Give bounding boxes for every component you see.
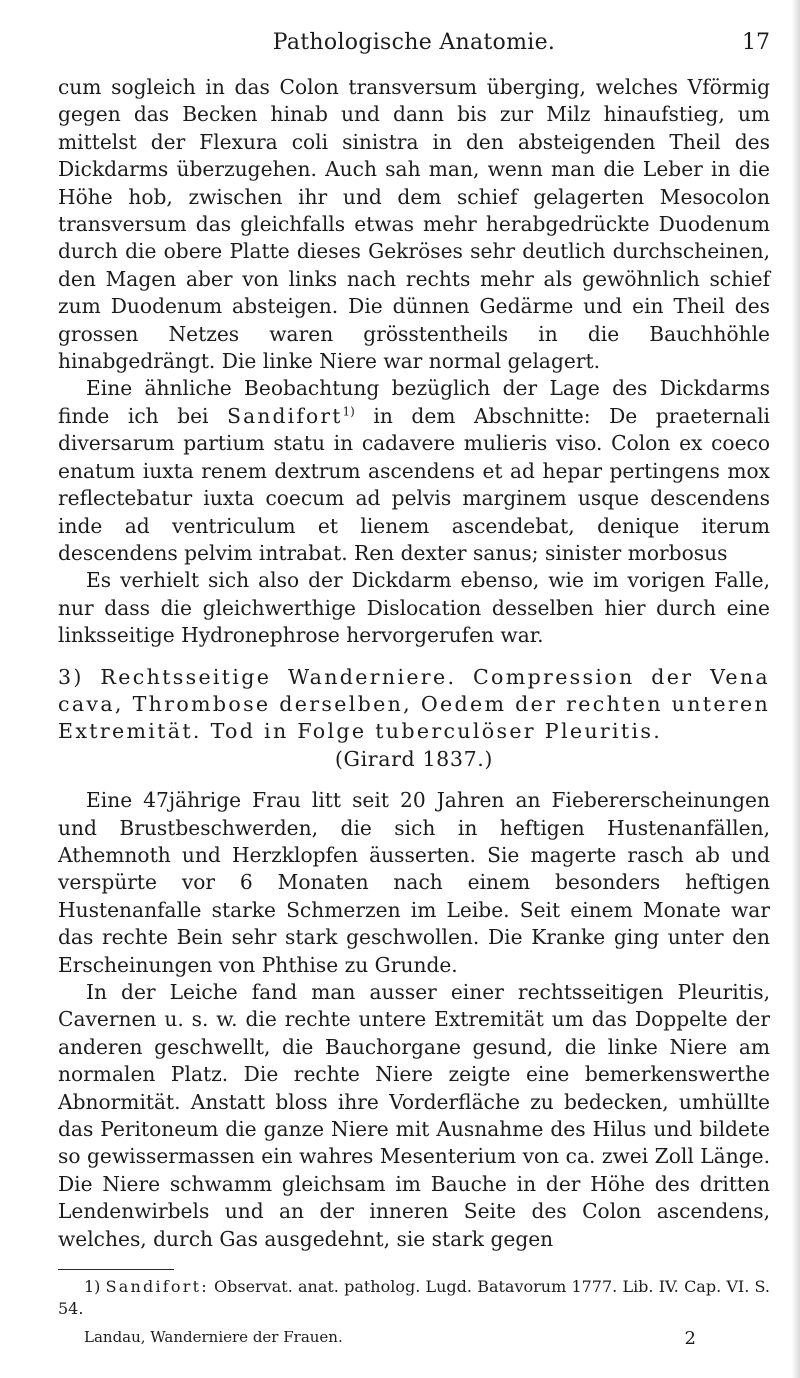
page-header <box>58 30 770 74</box>
footnote-rule <box>58 1269 174 1270</box>
footnote-mark: 1) <box>84 1277 101 1297</box>
paragraph-2 <box>58 375 770 567</box>
footnote-author: Sandifort: <box>105 1277 209 1297</box>
footnote-text: Observat. anat. patholog. Lugd. Batavorum 1777. Lib. IV. Cap. VI. S. 54. <box>58 1277 771 1319</box>
signature-title: Landau, Wanderniere der Frauen. <box>84 1328 343 1347</box>
book-page <box>58 30 770 1348</box>
case-heading <box>58 664 770 774</box>
signature-mark: 2 <box>684 1328 696 1350</box>
footnote <box>58 1276 770 1320</box>
page-edge-shadow <box>792 0 800 1378</box>
paragraph-5: In der Leiche fand man ausser einer rechtsseitigen Pleuritis, Cavernen u. s. w. die rechte untere Extremität um das Doppelte der anderen geschwellt, die Bauchorgane gesund, die linke Niere am normalen Platz. Die rechte Niere zeigte eine bemerkenswerthe Abnormität. Anstatt bloss ihre Vorderfläche zu bedecken, umhüllte das Peritoneum die ganze Niere mit Ausnahme des Hilus und bildete so gewissermassen ein wahres Mesenterium von ca. zwei Zoll Länge. Die Niere schwamm gleichsam im Bauche in der Höhe des dritten Lendenwirbels und an der inneren Seite des Colon ascendens, welches, durch Gas ausgedehnt, sie stark gegen <box>58 980 770 1251</box>
paragraph-3: Es verhielt sich also der Dickdarm ebenso, wie im vorigen Falle, nur dass die gleichwerthige Dislocation desselben hier durch eine linksseitige Hydronephrose hervorgerufen war. <box>58 568 770 648</box>
footnote-reference: 1) <box>342 404 355 419</box>
case-source: (Girard 1837.) <box>334 746 494 771</box>
author-name-sandifort: Sandifort <box>227 403 343 428</box>
paragraph-2-start: Eine ähnliche Beobachtung bezüglich der Lage des Dickdarms finde ich bei <box>58 376 770 428</box>
page-number: 17 <box>742 30 770 55</box>
case-heading-title: 3) Rechtsseitige Wanderniere. Compression der Vena cava, Thrombose derselben, Oedem der rechten unteren Extremität. Tod in Folge tuberculöser Pleuritis. <box>58 664 771 744</box>
paragraph-4: Eine 47jährige Frau litt seit 20 Jahren an Fiebererscheinungen und Brustbeschwerden, die sich in heftigen Hustenanfällen, Athemnoth und Herzklopfen äusserten. Sie magerte rasch ab und verspürte vor 6 Monaten nach einem besonders heftigen Hustenanfalle starke Schmerzen im Leibe. Seit einem Monate war das rechte Bein sehr stark geschwollen. Die Kranke ging unter den Erscheinungen von Phthise zu Grunde. <box>58 788 770 977</box>
paragraph-2-rest: in dem Abschnitte: De praeternali diversarum partium statu in cadavere mulieris viso. Colon ex coeco enatum iuxta renem dextrum ascendens et ad hepar pertingens mox reflectebatur iuxta coecum ad pelvis marginem usque descendens inde ad ventriculum et lienem ascendebat, denique iterum descendens pelvim intrabat. Ren dexter sanus; sinister morbosus <box>58 403 770 565</box>
body-text <box>58 74 770 1253</box>
signature-line <box>58 1328 770 1348</box>
running-title: Pathologische Anatomie. <box>272 30 556 55</box>
paragraph-1: cum sogleich in das Colon transversum überging, welches Vförmig gegen das Becken hinab und dann bis zur Milz hinaufstieg, um mittelst der Flexura coli sinistra in den absteigenden Theil des Dickdarms überzugehen. Auch sah man, wenn man die Leber in die Höhe hob, zwischen ihr und dem schief gelagerten Mesocolon transversum das gleichfalls etwas mehr herabgedrückte Duodenum durch die obere Platte dieses Gekröses sehr deutlich durchscheinen, den Magen aber von links nach rechts mehr als gewöhnlich schief zum Duodenum absteigen. Die dünnen Gedärme und ein Theil des grossen Netzes waren grösstentheils in die Bauchhöhle hinabgedrängt. Die linke Niere war normal gelagert. <box>58 75 770 374</box>
